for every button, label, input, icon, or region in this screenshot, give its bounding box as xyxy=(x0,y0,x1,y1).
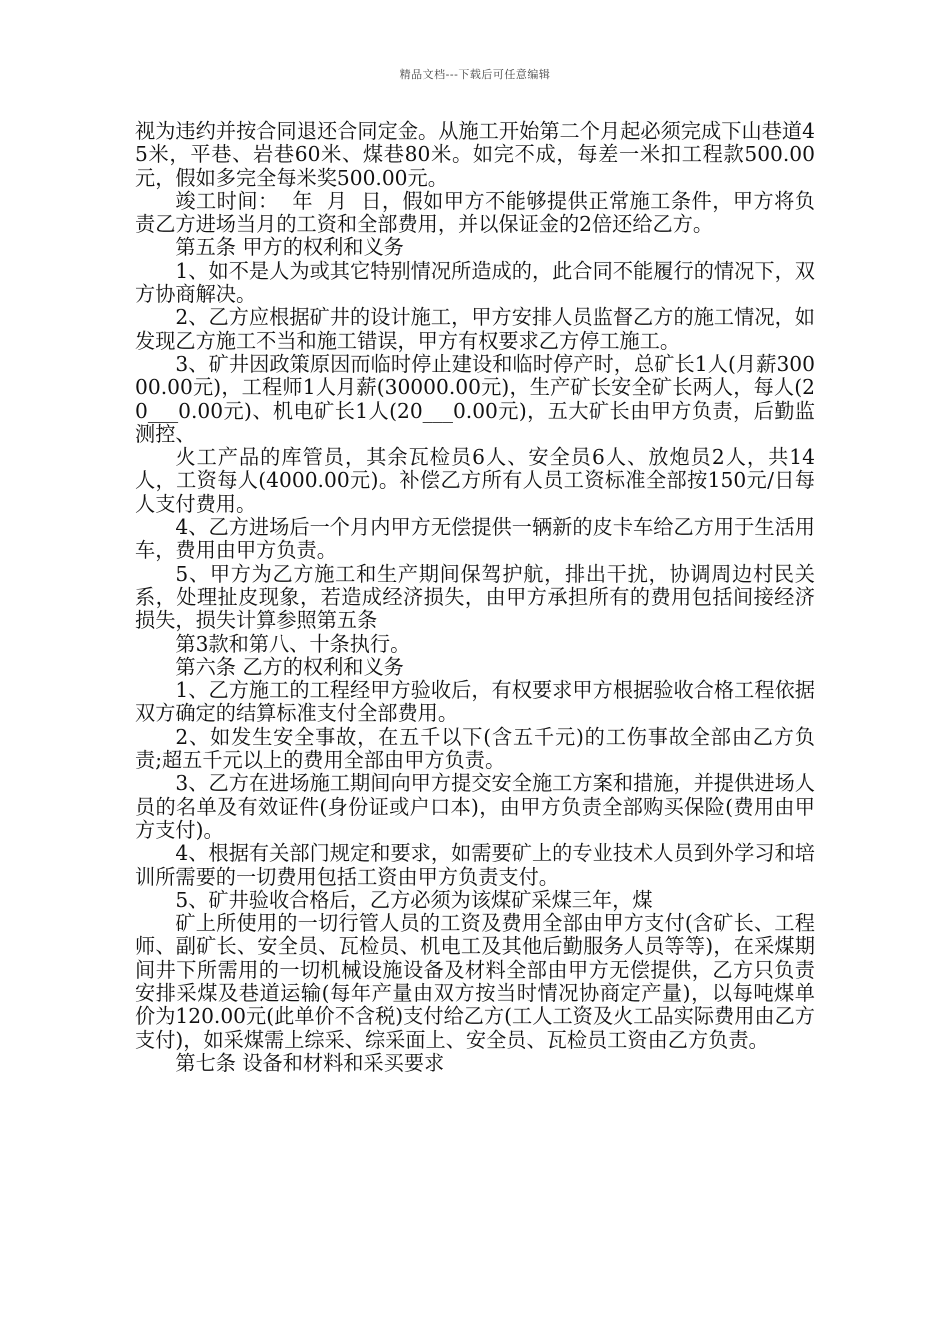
section-heading: 第七条 设备和材料和采买要求 xyxy=(175,1050,445,1075)
paragraph: 4、根据有关部门规定和要求，如需要矿上的专业技术人员到外学习和培训所需要的一切费用包括工资由甲方负责支付。 xyxy=(135,841,815,889)
section-heading: 第六条 乙方的权利和义务 xyxy=(175,654,404,679)
paragraph: 视为违约并按合同退还合同定金。从施工开始第二个月起必须完成下山巷道45米，平巷、岩巷60米、煤巷80米。如完不成，每差一米扣工程款500.00元，假如多完全每米奖500.00元。 xyxy=(135,119,815,190)
paragraph: 竣工时间： 年 月 日，假如甲方不能够提供正常施工条件，甲方将负责乙方进场当月的工资和全部费用，并以保证金的2倍还给乙方。 xyxy=(135,188,815,237)
paragraph: 火工产品的库管员，其余瓦检员6人、安全员6人、放炮员2人，共14人，工资每人(4000.00元)。补偿乙方所有人员工资标准全部按150元/日每人支付费用。 xyxy=(135,445,815,516)
paragraph: 2、乙方应根据矿井的设计施工，甲方安排人员监督乙方的施工情况，如发现乙方施工不当和施工错误，甲方有权要求乙方停工施工。 xyxy=(135,305,815,353)
paragraph: 5、甲方为乙方施工和生产期间保驾护航，排出干扰，协调周边村民关系，处理扯皮现象，若造成经济损失，由甲方承担所有的费用包括间接经济损失，损失计算参照第五条 xyxy=(135,561,815,633)
section-heading: 第五条 甲方的权利和义务 xyxy=(175,235,404,260)
paragraph: 3、矿井因政策原因而临时停止建设和临时停产时，总矿长1人(月薪30000.00元)，工程师1人月薪(30000.00元)，生产矿长安全矿长两人，每人(20___0.00元)、机电矿长1人(20___0.00元)，五大矿长由甲方负责，后勤监测控、 xyxy=(135,351,815,446)
paragraph: 矿上所使用的一切行管人员的工资及费用全部由甲方支付(含矿长、工程师、副矿长、安全员、瓦检员、机电工及其他后勤服务人员等等)，在采煤期间井下所需用的一切机械设施设备及材料全部由甲方无偿提供，乙方只负责安排采煤及巷道运输(每年产量由双方按当时情况协商定产量)，以每吨煤单价为120.00元(此单价不含税)支付给乙方(工人工资及火工品实际费用由乙方支付)，如采煤需上综采、综采面上、安全员、瓦检员工资由乙方负责。 xyxy=(135,911,815,1052)
paragraph: 3、乙方在进场施工期间向甲方提交安全施工方案和措施，并提供进场人员的名单及有效证件(身份证或户口本)，由甲方负责全部购买保险(费用由甲方支付)。 xyxy=(135,771,815,842)
page-header: 精品文档---下载后可任意编辑 xyxy=(399,68,551,81)
paragraph: 第3款和第八、十条执行。 xyxy=(175,631,411,656)
paragraph: 5、矿井验收合格后，乙方必须为该煤矿采煤三年，煤 xyxy=(175,887,653,912)
paragraph: 1、如不是人为或其它特别情况所造成的，此合同不能履行的情况下，双方协商解决。 xyxy=(135,258,815,307)
paragraph: 1、乙方施工的工程经甲方验收后，有权要求甲方根据验收合格工程依据双方确定的结算标准支付全部费用。 xyxy=(135,678,815,726)
document-body xyxy=(135,120,815,1075)
paragraph: 4、乙方进场后一个月内甲方无偿提供一辆新的皮卡车给乙方用于生活用车，费用由甲方负责。 xyxy=(135,515,815,563)
paragraph: 2、如发生安全事故，在五千以下(含五千元)的工伤事故全部由乙方负责;超五千元以上的费用全部由甲方负责。 xyxy=(135,724,815,773)
